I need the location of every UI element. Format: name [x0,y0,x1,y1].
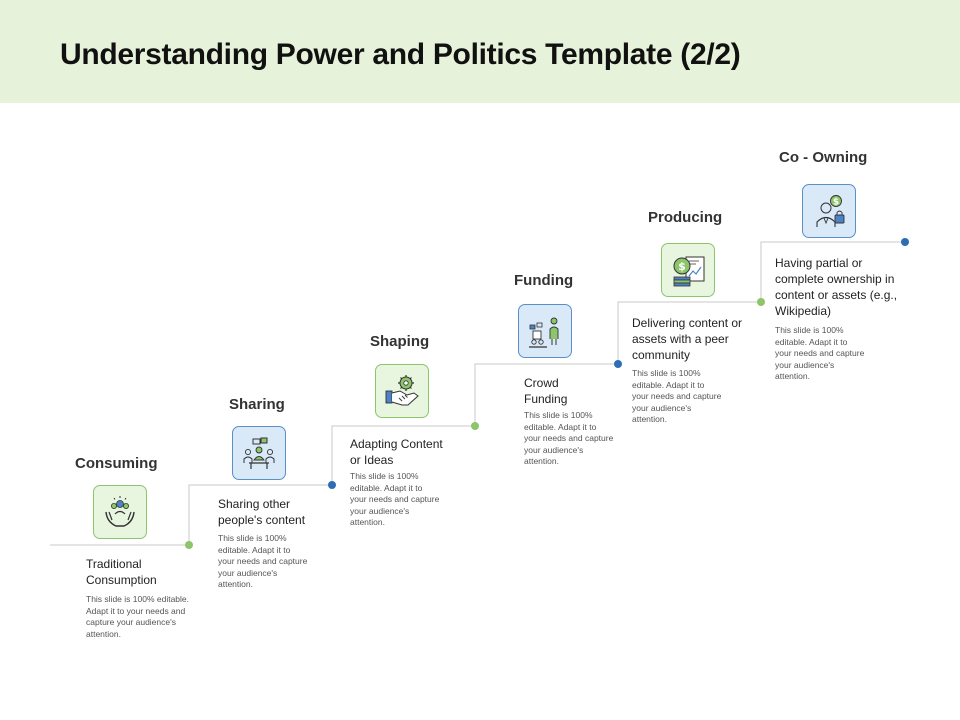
step-6-heading: Having partial or complete ownership in content or assets (e.g., Wikipedia) [775,256,898,318]
step-4-icon-box [518,304,572,358]
step-4-label: Funding [514,272,574,289]
handshake-gear-icon [382,371,422,411]
step-1-heading: Traditional Consumption [86,557,157,587]
step-6-label: Co - Owning [779,149,868,166]
step-2-heading: Sharing other people's content [218,497,306,527]
step-1-label: Consuming [75,455,158,472]
hands-people-icon [100,492,140,532]
step-5-description: This slide is 100% editable. Adapt it to your needs and capture your audience's attention. [632,368,722,424]
step-3-heading: Adapting Content or Ideas [350,437,443,467]
dollar-report-icon [668,250,708,290]
step-6-description: This slide is 100% editable. Adapt it to your needs and capture your audience's attention. [775,325,865,381]
crowd-funding-icon [525,311,565,351]
step-5-icon-box [661,243,715,297]
step-3-description: This slide is 100% editable. Adapt it to your needs and capture your audience's attention. [350,471,440,527]
step-2-label: Sharing [229,396,285,413]
step-4-heading: Crowd Funding [524,376,568,406]
owner-lock-icon [809,191,849,231]
step-3-label: Shaping [370,333,430,350]
svg-text:$: $ [832,197,840,208]
step-4-description: This slide is 100% editable. Adapt it to your needs and capture your audience's attention. [524,410,614,466]
step-1-icon-box [93,485,147,539]
meeting-people-icon [239,433,279,473]
step-2-description: This slide is 100% editable. Adapt it to your needs and capture your audience's attention. [218,533,308,589]
step-6-node-dot [901,238,909,246]
step-5-heading: Delivering content or assets with a peer community [632,316,743,362]
step-2-node-dot [328,481,336,489]
step-1-description: This slide is 100% editable. Adapt it to your needs and capture your audience's attention. [86,594,190,639]
step-1-node-dot [185,541,193,549]
step-4-node-dot [614,360,622,368]
svg-text:$: $ [678,260,686,273]
page-title: Understanding Power and Politics Template (2/2) [60,38,741,71]
step-3-icon-box [375,364,429,418]
step-5-label: Producing [648,209,723,226]
step-5-node-dot [757,298,765,306]
step-2-icon-box [232,426,286,480]
step-3-node-dot [471,422,479,430]
step-6-icon-box [802,184,856,238]
